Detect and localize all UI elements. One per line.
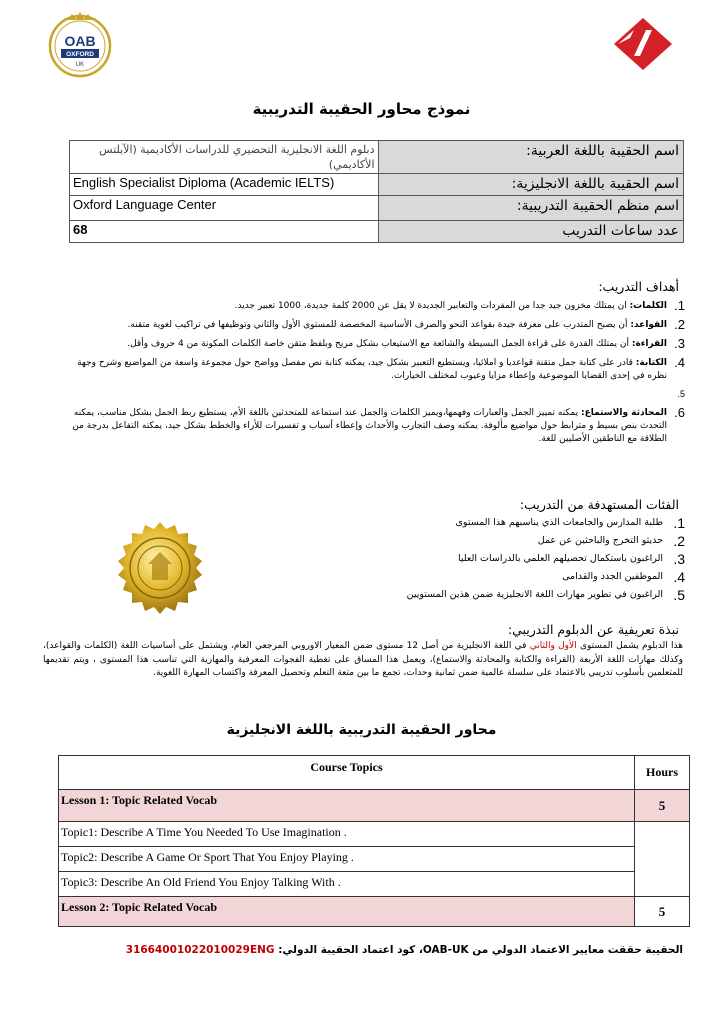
accreditation-code: 31664001022010029ENG (125, 944, 275, 956)
topic-cell: Topic1: Describe A Time You Needed To Use Imagination . (59, 822, 635, 847)
info-label: اسم الحقيبة باللغة الانجليزية: (378, 174, 684, 196)
list-item: 6. المحادثة والاستماع: يمكنه تمييز الجمل والعبارات وفهمها،ويميز الكلمات والجمل عند استماعه للمتحدثين باللغة الأم، يستطيع ربط الجمل بشكل مناسب، يمكنه التحدث بنص بسيط و مترابط حول مواضيع مألوفة. يمكنه وصف التجارب والأحداث وإعطاء أسباب و تفسيرات للأراء والخطط بشكل جيد، يمكنه التفاعل بدرجة من الطلاقة مع الناطقين الأصليين للغة. (72, 405, 685, 444)
topic-cell: Topic2: Describe A Game Or Sport That You Enjoy Playing . (59, 847, 635, 872)
info-row-organizer (70, 196, 684, 221)
table-header-row (59, 756, 690, 790)
info-value: Oxford Language Center (70, 196, 379, 221)
list-item: 2. القواعد: أن يصبح المتدرب على معرفة جيدة بقواعد النحو والصرف الأساسية المخصصة للمستوى الأول والثاني وتوظيفها في تراكيب لغوية متقنه. (127, 317, 685, 332)
list-item: 1. الكلمات: ان يمتلك مخزون جيد جدا من المفردات والتعابير الجديدة لا يقل عن 2000 كلمة جديدة، 1000 تعبير جديد. (234, 298, 685, 313)
topic-cell: Topic3: Describe An Old Friend You Enjoy Talking With . (59, 872, 635, 897)
lesson-hours: 5 (635, 790, 690, 822)
course-info-table (69, 140, 684, 243)
accreditation-footer: الحقيبة حققت معايير الاعتماد الدولي من OAB-UK، كود اعتماد الحقيبة الدولي: 31664001022010029ENG (125, 944, 683, 956)
info-label: اسم منظم الحقيبة التدريبية: (378, 196, 684, 221)
info-value: 68 (70, 221, 379, 243)
lesson-hours: 5 (635, 897, 690, 927)
objectives-heading: أهداف التدريب: (598, 279, 679, 294)
lesson-title: Lesson 2: Topic Related Vocab (59, 897, 635, 927)
info-row-english-name (70, 174, 684, 196)
list-item: 4. الكتابة: قادر على كتابة جمل متقنة قواعديا و املائيا، ويستطيع التعبير بشكل جيد، يمكنه كتابة نص مفصل وواضح حول مجموعة واسعة من المواضيع وشرح وجهة نظره في إحدى القضايا الموضوعية وإعطاء مزايا وعيوب لمختلف الخيارات. (77, 355, 685, 381)
list-item: 5. الراغبون في تطوير مهارات اللغة الانجليزية ضمن هذين المستويين (406, 587, 685, 603)
list-item: 5. (677, 389, 685, 399)
targets-heading: الفئات المستهدفة من التدريب: (519, 497, 679, 512)
highlight-levels: الأول والثاني (529, 641, 577, 651)
about-paragraph: هذا الدبلوم يشمل المستوى الأول والثاني في اللغة الانجليزية من أصل 12 مستوى ضمن المعيار الاوروبي المرجعي العام، ويشتمل على أساسيات اللغة (الكلمات والقواعد)، وكذلك مهارات اللغة الأربعة (القراءة والكتابة والمحادثة والاستماع)، ويعمل هذا المساق على تغطية الفجوات المعرفية والمهارية التي تناسب هذا المستوى ، ويتم تقديمها للمتعلمين بأسلوب تدريبي بالاعتماد على سلسلة عالمية ضمن ثمانية وحدات، تجمع ما بين متعة التعلم وتحصيل المعرفة واكتساب المهارة اللغوية. (43, 641, 683, 678)
table-row (59, 872, 690, 897)
oab-oxford-logo (44, 8, 116, 80)
table-row (59, 822, 690, 847)
svg-text:OAB: OAB (64, 33, 96, 49)
empty-hours-cell (635, 822, 690, 897)
list-item: 3. الراغبون باستكمال تحصيلهم العلمي بالدراسات العليا (457, 551, 685, 567)
info-row-arabic-name (70, 141, 684, 174)
section-title-english-topics: محاور الحقيبة التدريبية باللغة الانجليزية (226, 722, 497, 738)
info-label: عدد ساعات التدريب (378, 221, 684, 243)
list-item: 1. طلبة المدارس والجامعات الذي يناسبهم هذا المستوى (455, 515, 685, 531)
info-row-hours (70, 221, 684, 243)
info-value: English Specialist Diploma (Academic IELTS) (70, 174, 379, 196)
list-item: 2. حديثو التخرج والباحثين عن عمل (537, 533, 685, 549)
header-hours: Hours (635, 756, 690, 790)
lesson-title: Lesson 1: Topic Related Vocab (59, 790, 635, 822)
lesson-row (59, 790, 690, 822)
about-heading: نبذة تعريفية عن الدبلوم التدريبي: (507, 622, 679, 637)
info-label: اسم الحقيبة باللغة العربية: (378, 141, 684, 174)
course-topics-table (58, 755, 690, 927)
brand-logo-icon (612, 16, 674, 72)
list-item: 3. القراءة: أن يمتلك القدرة على قراءة الجمل البسيطة والشائعة مع الاستيعاب بشكل مريح وبلفظ متقن خاصة الكلمات المكونة من 4 حروف وأقل. (127, 336, 685, 351)
svg-text:OXFORD: OXFORD (66, 51, 94, 58)
document-title: نموذج محاور الحقيبة التدريبية (252, 100, 471, 118)
table-row (59, 847, 690, 872)
targets-list (365, 514, 685, 604)
list-item: 4. الموظفين الجدد والقدامى (562, 569, 685, 585)
svg-text:UK: UK (75, 62, 85, 68)
info-value: دبلوم اللغة الانجليزية التحضيري للدراسات الأكاديمية (الآيلتس الأكاديمي) (70, 141, 379, 174)
objectives-list (65, 300, 685, 452)
header-course-topics: Course Topics (59, 756, 635, 790)
gold-seal-icon (112, 520, 208, 616)
lesson-row (59, 897, 690, 927)
